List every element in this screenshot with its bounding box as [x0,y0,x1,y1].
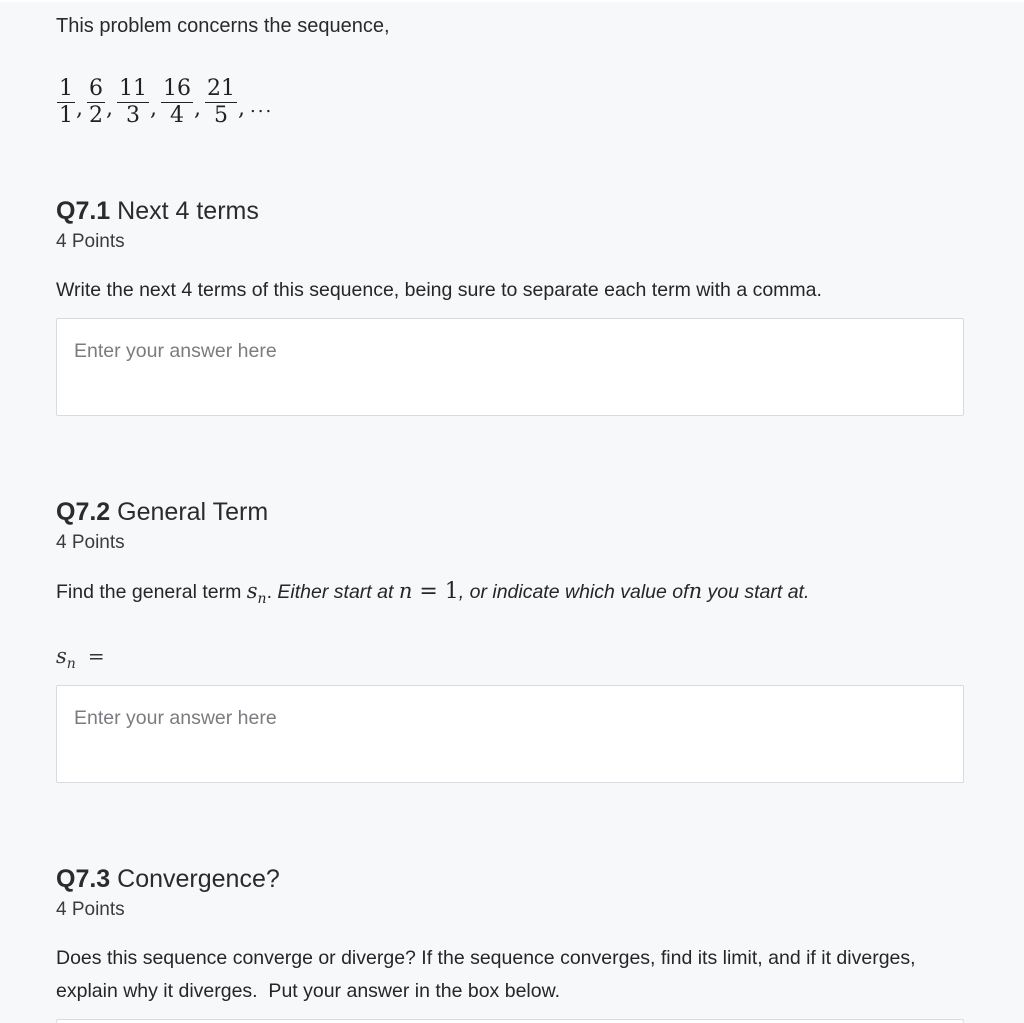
math-variable: s [246,579,258,603]
question-points: 4 Points [56,899,125,920]
comma: , [238,95,245,121]
math-variable: n [688,579,703,603]
term-numerator: 21 [207,75,235,101]
question-points: 4 Points [56,231,125,252]
term-denominator: 1 [59,102,73,128]
answer-box-q7-2[interactable] [56,685,964,783]
question-prompt [56,575,936,611]
sequence-term [161,76,193,129]
question-points: 4 Points [56,532,125,553]
sequence-term [87,76,105,129]
comma: , [150,95,157,121]
question-title-text: Next 4 terms [117,197,259,225]
math-subscript: n [257,591,267,607]
term-denominator: 2 [89,102,103,128]
question-number: Q7.2 [56,498,111,526]
term-denominator: 3 [126,102,140,128]
term-numerator: 16 [163,75,191,101]
question-title-text: Convergence? [117,865,280,893]
question-number: Q7.3 [56,865,111,893]
question-title-q7-3 [56,864,280,894]
question-title-q7-1 [56,196,259,226]
ellipsis: ... [250,95,274,117]
prompt-text: you start at. [702,581,810,603]
term-denominator: 4 [170,102,184,128]
answer-input-q7-2[interactable] [74,700,944,736]
question-title-text: General Term [117,498,269,526]
top-divider [0,0,1024,2]
question-prompt: Does this sequence converge or diverge? If the sequence converges, find its limit, and if it diverges, explain why it diverges. Put your answer in the box below. [56,947,921,1002]
question-number: Q7.1 [56,197,111,225]
math-subscript: n [66,656,76,672]
term-denominator: 5 [214,102,228,128]
sequence-expression [56,70,273,134]
comma: , [194,95,201,121]
question-prompt: Write the next 4 terms of this sequence, being sure to separate each term with a comma. [56,279,822,301]
answer-box-q7-1[interactable] [56,318,964,416]
equals-sign: = [87,644,105,668]
answer-input-q7-1[interactable] [74,333,944,369]
prompt-text: . [266,581,278,603]
intro-text: This problem concerns the sequence, [56,15,390,37]
math-equation: = 1 [412,579,459,604]
sequence-term [205,76,237,129]
comma: , [76,95,83,121]
sequence-term [57,76,75,129]
question-title-q7-2 [56,497,268,527]
comma: , [106,95,113,121]
term-numerator: 11 [119,75,147,101]
answer-box-q7-3[interactable] [56,1019,964,1023]
prompt-text: Find the general term [56,581,247,603]
sequence-term [117,76,149,129]
sn-label [56,644,105,672]
term-numerator: 1 [59,75,73,101]
math-variable: n [398,579,413,603]
prompt-text: Either start at [277,581,399,603]
prompt-text: , or indicate which value of [458,581,689,603]
term-numerator: 6 [89,75,103,101]
math-variable: s [56,644,67,668]
